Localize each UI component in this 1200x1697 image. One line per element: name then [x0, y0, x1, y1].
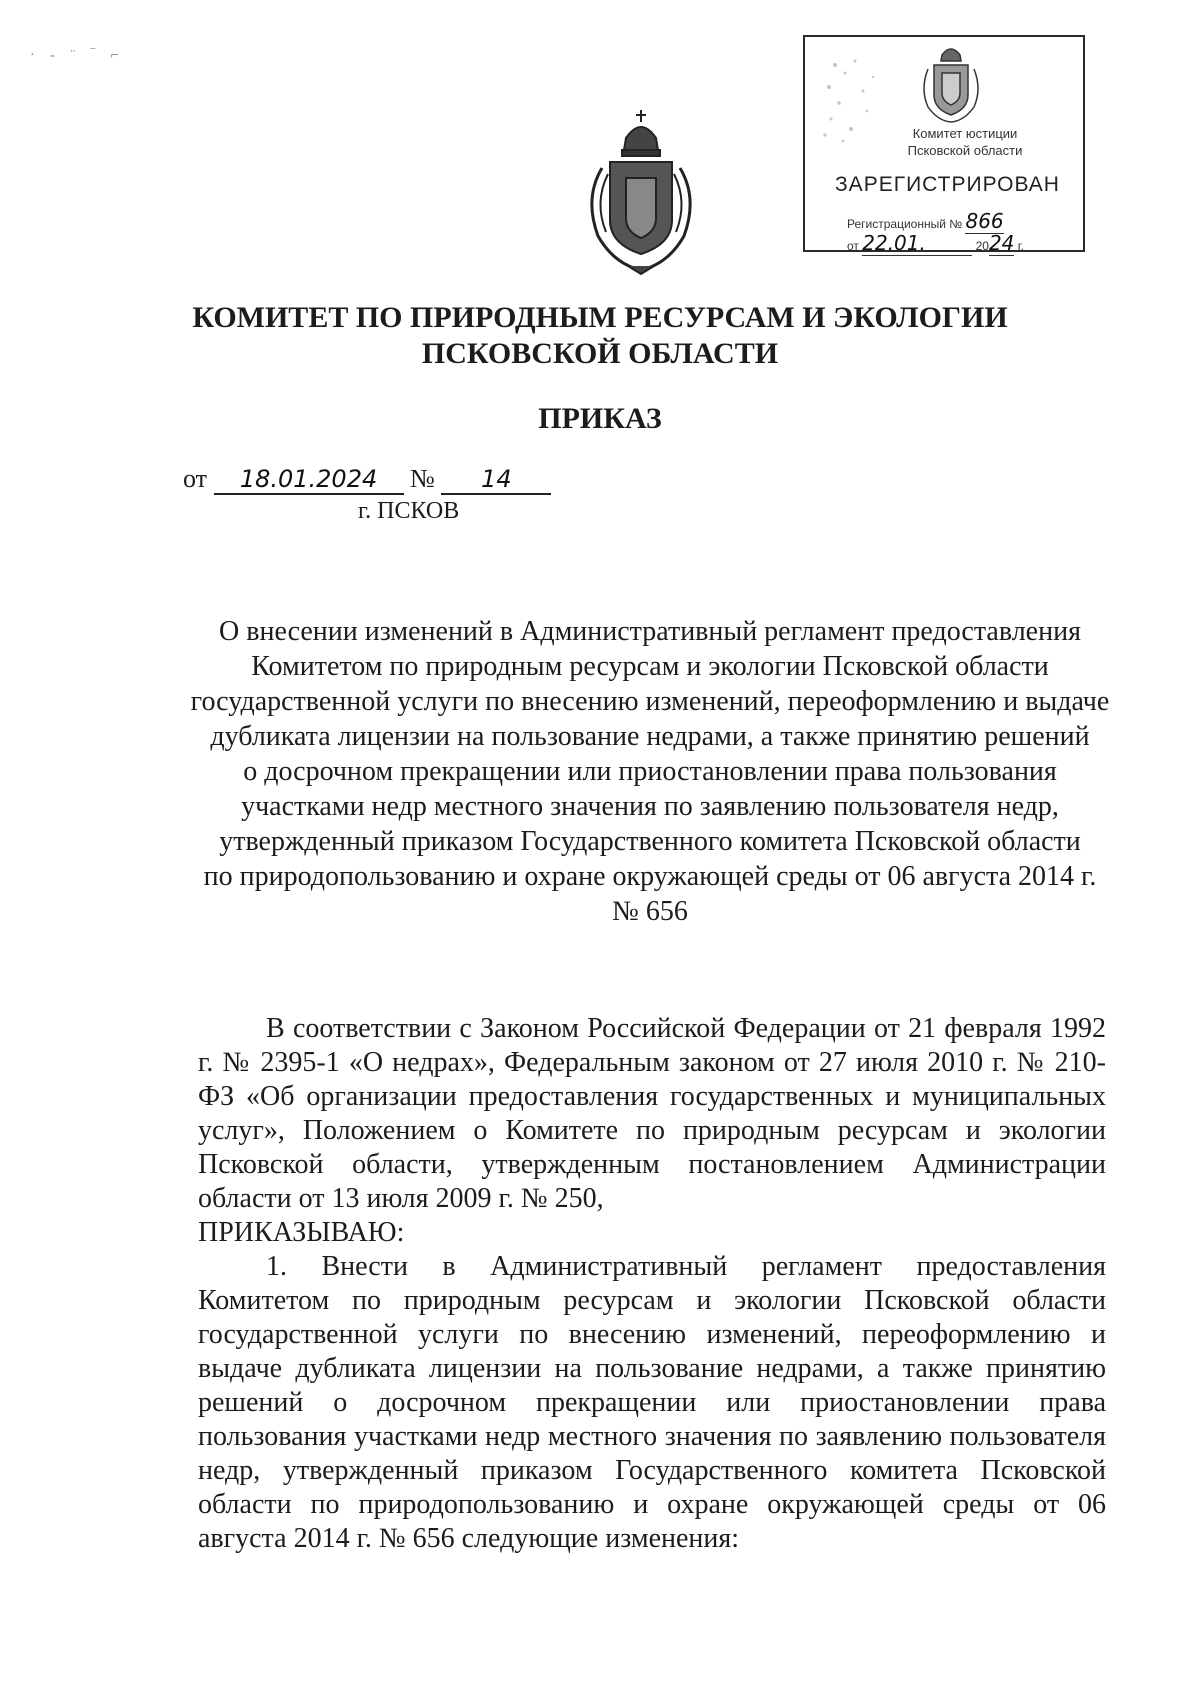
stamp-registration-number: Регистрационный № 866 [847, 209, 1004, 233]
order-word: ПРИКАЗЫВАЮ: [198, 1217, 405, 1248]
order-date-number: от 18.01.2024 № 14 [183, 464, 551, 495]
organization-title: КОМИТЕТ ПО ПРИРОДНЫМ РЕСУРСАМ И ЭКОЛОГИИ ПСКОВСКОЙ ОБЛАСТИ [192, 301, 1008, 370]
stamp-date-day-month: 22.01. [862, 231, 972, 256]
stamp-status: ЗАРЕГИСТРИРОВАН [835, 173, 1060, 196]
stamp-emblem-icon [918, 41, 984, 123]
stamp-organization: Комитет юстиции Псковской области [907, 126, 1023, 158]
scan-specks: · ‐ ¨ ‾ ⌐ [30, 48, 125, 63]
stamp-date-year: 24 [988, 231, 1015, 255]
order-subject: О внесении изменений в Административный регламент предоставления Комитетом по природным ресурсам и экологии Псковской области государственной услуги по внесению изменений, переоформлению и выдаче дубликата лицензии на пользование недрами, а также принятию решений о досрочном прекращении или приостановлении права пользования участками недр местного значения по заявлению пользователя недр, утвержденный приказом Государственного комитета Псковской области по природопользованию и охране окружающей среды от 06 августа 2014 г. № 656 [190, 616, 1110, 927]
order-date: 18.01.2024 [214, 465, 404, 495]
registration-stamp [803, 35, 1085, 255]
order-number: 14 [441, 465, 551, 495]
item-1-paragraph: 1. Внести в Административный регламент предоставления Комитетом по природным ресурсам и экологии Псковской области государственной услуги по внесению изменений, переоформлению и выдаче дубликата лицензии на пользование недрами, а также принятию решений о досрочном прекращении или приостановлении права пользования участками недр местного значения по заявлению пользователя недр, утвержденный приказом Государственного комитета Псковской области по природопользованию и охране окружающей среды от 06 августа 2014 г. № 656 следующие изменения: [198, 1251, 1106, 1554]
order-body [198, 1012, 1106, 1556]
stamp-date: от 22.01. 2024 г. [847, 231, 1024, 255]
coat-of-arms-icon [580, 108, 702, 276]
preamble-paragraph: В соответствии с Законом Российской Федерации от 21 февраля 1992 г. № 2395-1 «О недрах», Федеральным законом от 27 июля 2010 г. № 210-ФЗ «Об организации предоставления государственных и муниципальных услуг», Положением о Комитете по природным ресурсам и экологии Псковской области, утвержденным постановлением Администрации области от 13 июля 2009 г. № 250, [198, 1013, 1106, 1214]
document-type: ПРИКАЗ [538, 402, 662, 435]
stamp-reg-number-value: 866 [965, 209, 1004, 233]
city: г. ПСКОВ [358, 498, 460, 524]
